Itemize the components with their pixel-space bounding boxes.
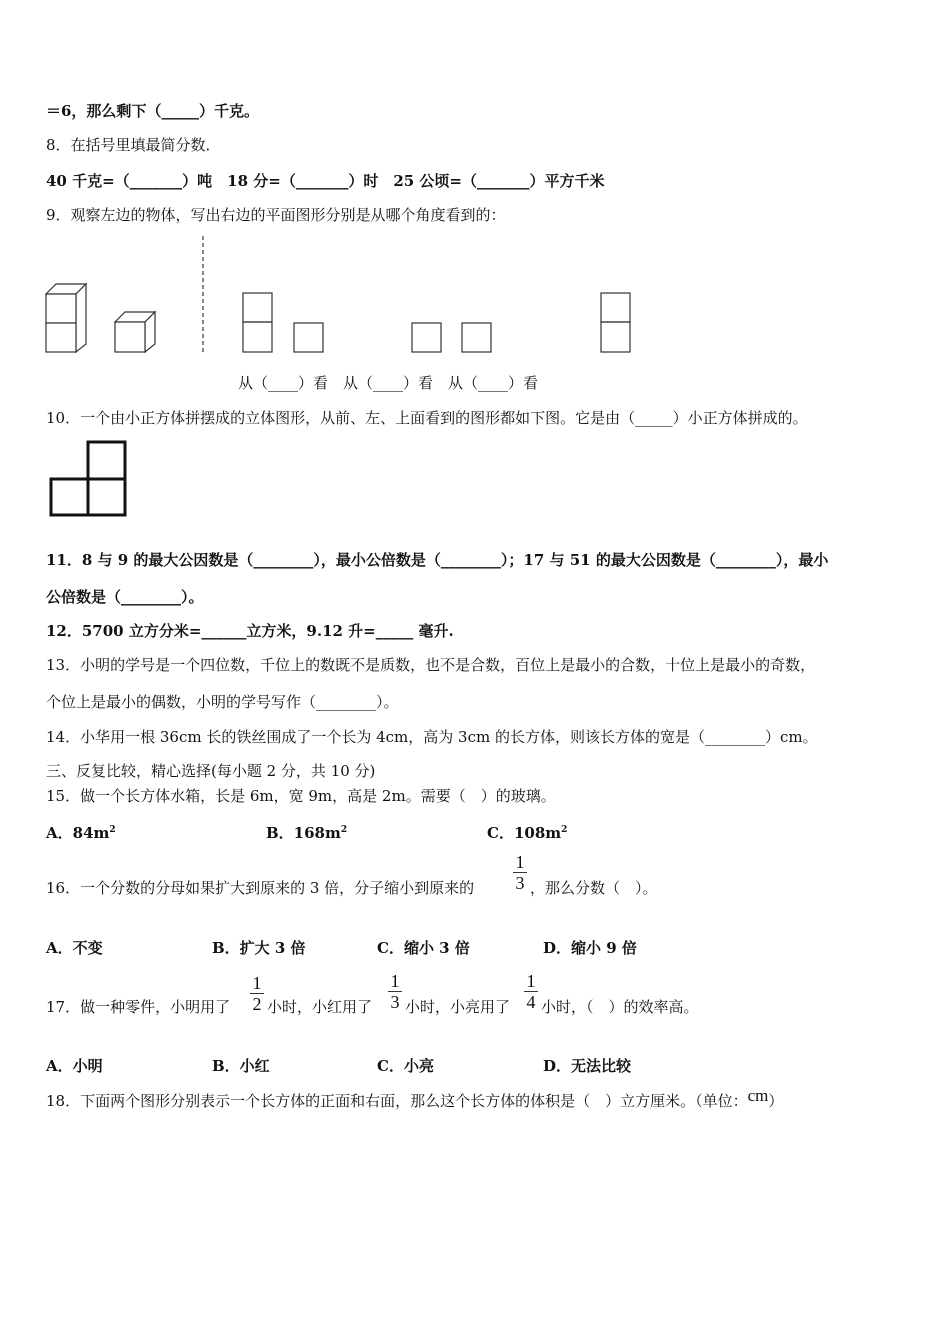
q16-option-b[interactable]: B．扩大 3 倍 xyxy=(212,939,306,957)
q16-option-c[interactable]: C．缩小 3 倍 xyxy=(377,939,470,957)
q17-option-c[interactable]: C．小亮 xyxy=(377,1057,434,1075)
q10-title: 10．一个由小正方体拼摆成的立体图形，从前、左、上面看到的图形都如下图。它是由（_____）小正方体拼成的。 xyxy=(46,409,808,427)
q16-option-a[interactable]: A．不变 xyxy=(46,939,103,957)
q8-blanks: 40 千克=（_______）吨 18 分=（_______）时 25 公顷=（_______）平方千米 xyxy=(46,172,605,190)
q15-option-b[interactable]: B．$168m^2$ xyxy=(266,824,348,842)
q18-unit: cm xyxy=(747,1086,769,1105)
q16-option-d[interactable]: D．缩小 9 倍 xyxy=(543,939,637,957)
q14-line: 14．小华用一根 36cm 长的铁丝围成了一个长为 4cm，高为 3cm 的长方体，则该长方体的宽是（________）cm。 xyxy=(46,728,818,746)
view-3 xyxy=(601,293,630,352)
q13-line1: 13．小明的学号是一个四位数，千位上的数既不是质数，也不是合数，百位上是最小的合数，十位上是最小的奇数， xyxy=(46,656,816,674)
q16-text-after: ，那么分数（ ）。 xyxy=(530,879,658,897)
q17-option-b[interactable]: B．小红 xyxy=(212,1057,270,1075)
q18-text: 18．下面两个图形分别表示一个长方体的正面和右面，那么这个长方体的体积是（ ）立方厘米。（单位：cm） xyxy=(46,1086,784,1110)
q9-title: 9．观察左边的物体，写出右边的平面图形分别是从哪个角度看到的： xyxy=(46,206,506,224)
q7-fragment: ＝6，那么剩下（_____）千克。 xyxy=(46,102,259,120)
q17-fraction-3: 1 4 xyxy=(524,972,538,1011)
q11-line2: 公倍数是（________）。 xyxy=(46,588,204,606)
single-cube xyxy=(115,312,155,352)
stacked-cubes xyxy=(46,284,86,352)
view-2 xyxy=(412,323,491,352)
q15-option-a[interactable]: A．$84m^2$ xyxy=(46,824,116,842)
q16-text-before: 16．一个分数的分母如果扩大到原来的 3 倍，分子缩小到原来的 xyxy=(46,879,475,897)
q17-option-d[interactable]: D．无法比较 xyxy=(543,1057,632,1075)
q17-part3: 小时，小亮用了 xyxy=(405,998,511,1016)
q9-figures xyxy=(0,230,950,370)
q17-part1: 17．做一种零件，小明用了 xyxy=(46,998,231,1016)
q16-fraction: 1 3 xyxy=(513,853,527,892)
q17-part2: 小时，小红用了 xyxy=(267,998,373,1016)
q8-title: 8．在括号里填最简分数． xyxy=(46,136,221,154)
view-1 xyxy=(243,293,323,352)
section3-title: 三、反复比较，精心选择(每小题 2 分，共 10 分) xyxy=(46,762,376,780)
q17-option-a[interactable]: A．小明 xyxy=(46,1057,103,1075)
q15-title: 15．做一个长方体水箱，长是 6m，宽 9m，高是 2m。需要（ ）的玻璃。 xyxy=(46,787,556,805)
q9-labels: 从（____）看 从（____）看 从（____）看 xyxy=(238,374,539,392)
q17-part4: 小时，（ ）的效率高。 xyxy=(541,998,699,1016)
q12-line: 12．5700 立方分米=______立方米，9.12 升=_____ 毫升. xyxy=(46,622,454,640)
q17-fraction-1: 1 2 xyxy=(250,974,264,1013)
q13-line2: 个位上是最小的偶数，小明的学号写作（________）。 xyxy=(46,693,399,711)
q15-option-c[interactable]: C．$108m^2$ xyxy=(487,824,568,842)
q17-fraction-2: 1 3 xyxy=(388,972,402,1011)
q10-figure xyxy=(0,430,200,530)
q11-line1: 11．8 与 9 的最大公因数是（________），最小公倍数是（________）；17 与 51 的最大公因数是（________），最小 xyxy=(46,551,829,569)
